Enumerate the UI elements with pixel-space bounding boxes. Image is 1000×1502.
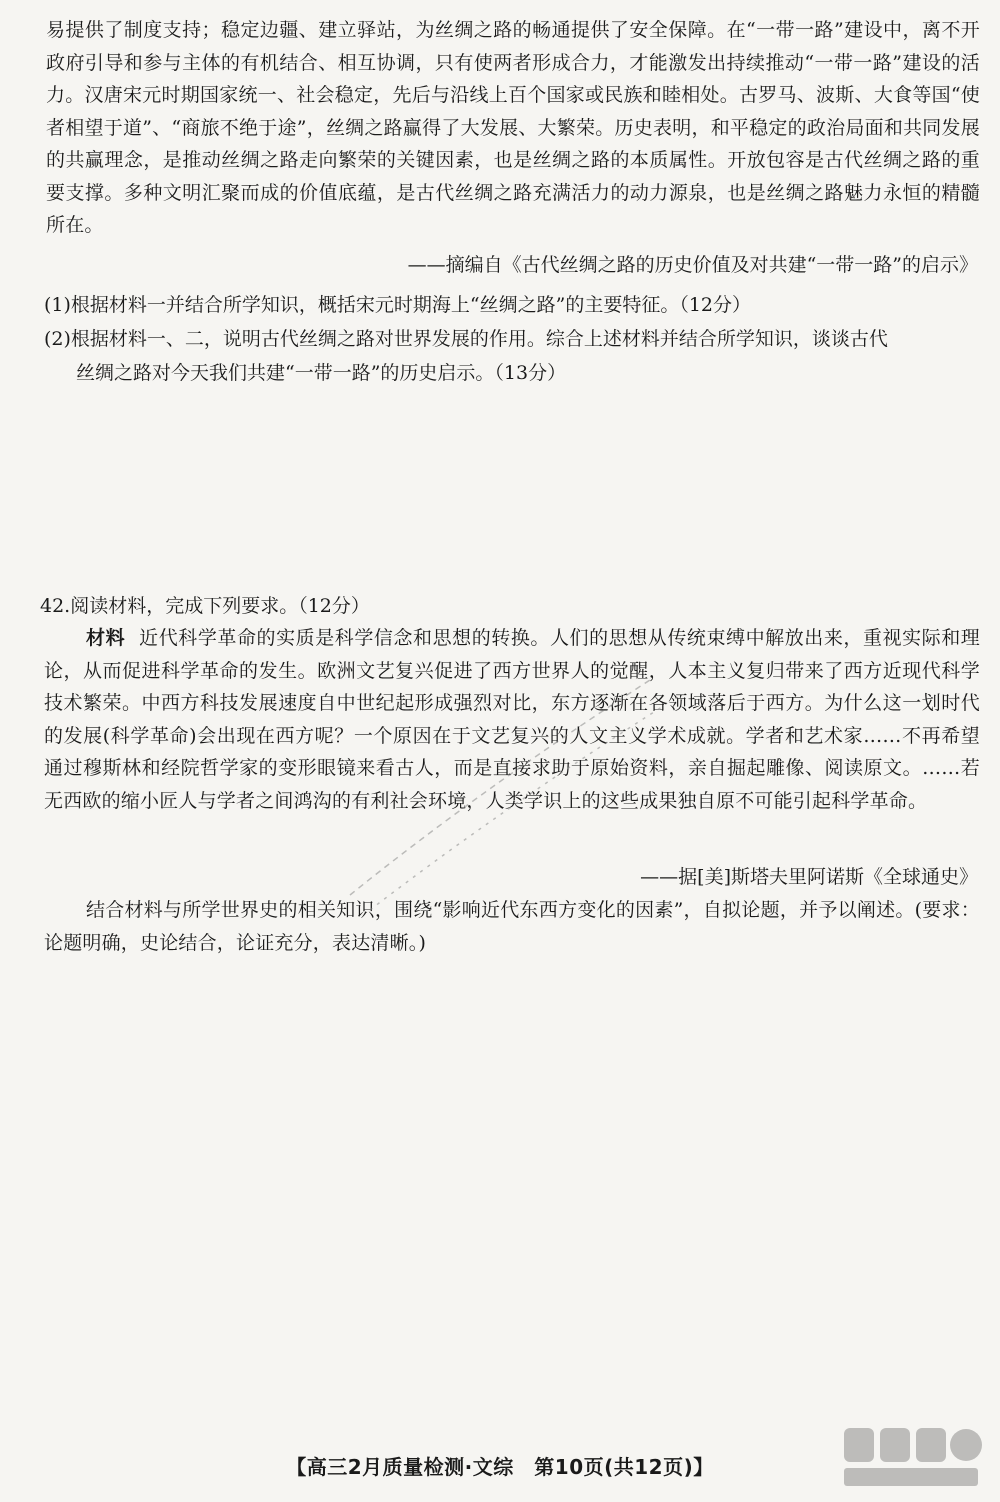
passage-source: ——摘编自《古代丝绸之路的历史价值及对共建“一带一路”的启示》: [407, 254, 978, 276]
question-2-text-cont: 丝绸之路对今天我们共建“一带一路”的历史启示。（13分）: [76, 362, 567, 384]
material-source: ——据[美]斯塔夫里阿诺斯《全球通史》: [640, 866, 978, 888]
question-42-task: 结合材料与所学世界史的相关知识，围绕“影响近代东西方变化的因素”，自拟论题，并予以阐述。(要求：论题明确，史论结合，论证充分，表达清晰。): [44, 899, 980, 954]
material-text: 近代科学革命的实质是科学信念和思想的转换。人们的思想从传统束缚中解放出来，重视实际和理论，从而促进科学革命的发生。欧洲文艺复兴促进了西方世界人的觉醒，人本主义复归带来了西方近现代科学技术繁荣。中西方科技发展速度自中世纪起形成强烈对比，东方逐渐在各领域落后于西方。为什么这一划时代的发展(科学革命)会出现在西方呢？一个原因在于文艺复兴的人文主义学术成就。学者和艺术家……不再希望通过穆斯林和经院哲学家的变形眼镜来看古人，而是直接求助于原始资料，亲自掘起雕像、阅读原文。……若无西欧的缩小匠人与学者之间鸿沟的有利社会环境，人类学识上的这些成果独自原不可能引起科学革命。: [44, 627, 981, 812]
question-42-title: 42.阅读材料，完成下列要求。（12分）: [40, 595, 370, 617]
question-1-text: (1)根据材料一并结合所学知识，概括宋元时期海上“丝绸之路”的主要特征。（12分）: [44, 294, 752, 316]
material-label: 材料: [86, 627, 126, 649]
question-1: [44, 288, 980, 322]
question-2: [44, 322, 980, 390]
question-2-text: (2)根据材料一、二，说明古代丝绸之路对世界发展的作用。综合上述材料并结合所学知识，谈谈古代: [44, 328, 888, 350]
material-paragraph: [44, 622, 980, 817]
passage-continuation: 易提供了制度支持；稳定边疆、建立驿站，为丝绸之路的畅通提供了安全保障。在“一带一路”建设中，离不开政府引导和参与主体的有机结合、相互协调，只有使两者形成合力，才能激发出持续推动“一带一路”建设的活力。汉唐宋元时期国家统一、社会稳定，先后与沿线上百个国家或民族和睦相处。古罗马、波斯、大食等国“使者相望于道”、“商旅不绝于途”，丝绸之路赢得了大发展、大繁荣。历史表明，和平稳定的政治局面和共同发展的共赢理念，是推动丝绸之路走向繁荣的关键因素，也是丝绸之路的本质属性。开放包容是古代丝绸之路的重要支撑。多种文明汇聚而成的价值底蕴，是古代丝绸之路充满活力的动力源泉，也是丝绸之路魅力永恒的精髓所在。: [46, 19, 980, 236]
page-footer: 【高三2月质量检测·文综 第10页(共12页)】: [286, 1455, 714, 1479]
